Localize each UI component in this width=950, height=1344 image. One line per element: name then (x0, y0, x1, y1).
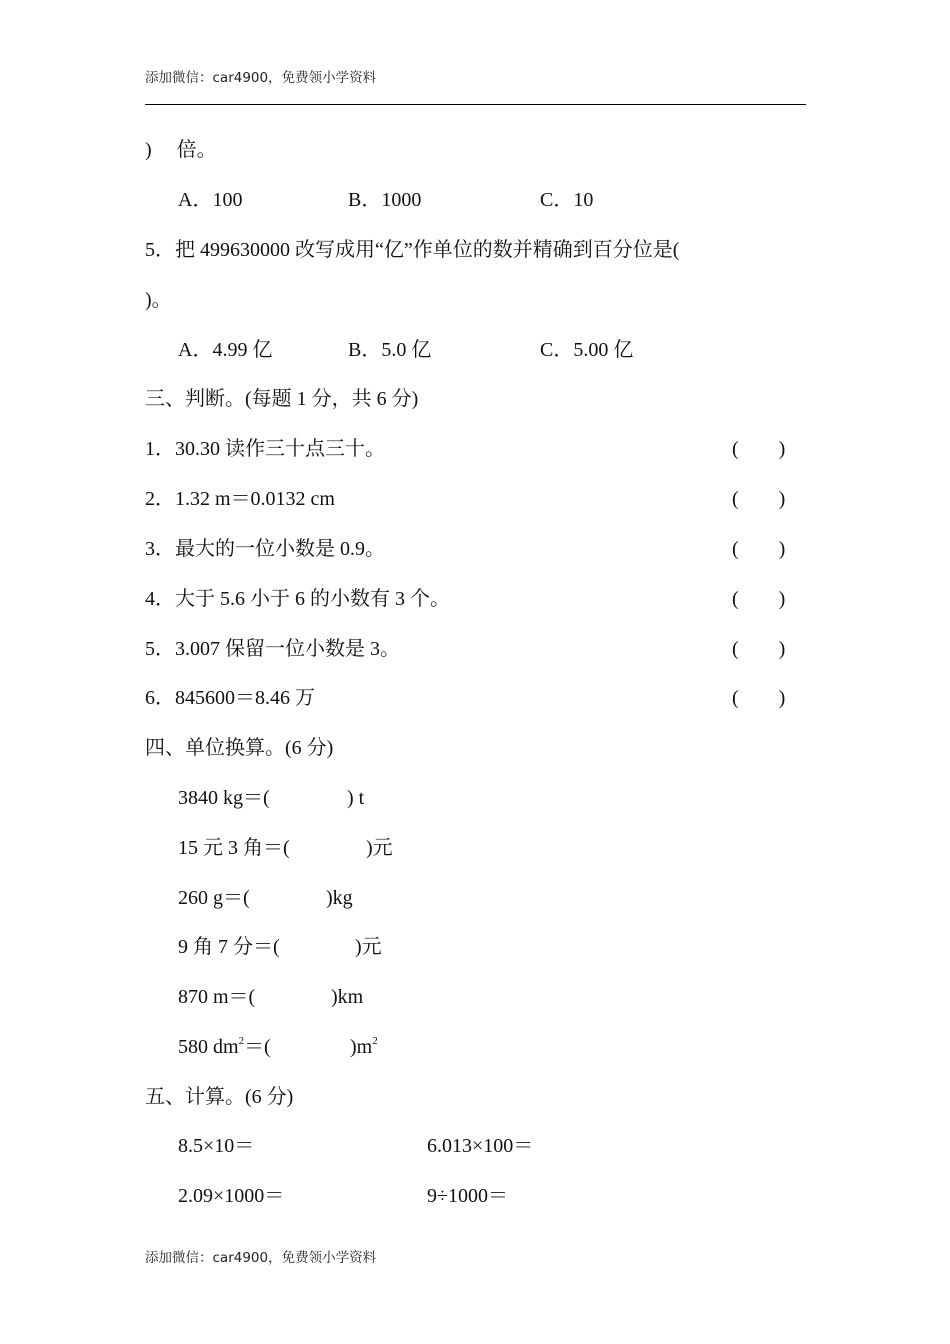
conversion-2-right: )元 (366, 837, 393, 859)
q5-question-line1: 5．把 499630000 改写成用“亿”作单位的数并精确到百分位是( (145, 239, 680, 261)
calc-item-2: 6.013×100＝ (427, 1135, 534, 1157)
calc-item-3: 2.09×1000＝ (178, 1185, 285, 1207)
conversion-6-result-unit: )m (350, 1036, 373, 1058)
q4-option-b: B．1000 (348, 189, 422, 211)
judge-answer-blank-5: ( ) (732, 638, 786, 660)
calc-item-4: 9÷1000＝ (427, 1185, 508, 1207)
judge-answer-blank-1: ( ) (732, 438, 786, 460)
judge-item-1: 1．30.30 读作三十点三十。 (145, 438, 385, 460)
conversion-4-right: )元 (355, 936, 382, 958)
conversion-2-left: 15 元 3 角＝( (178, 837, 290, 859)
judge-item-5: 5．3.007 保留一位小数是 3。 (145, 638, 400, 660)
conversion-6-right (350, 1033, 378, 1061)
judge-item-6: 6．845600＝8.46 万 (145, 687, 315, 709)
conversion-6-left (178, 1033, 271, 1061)
judge-item-2: 2．1.32 m＝0.0132 cm (145, 488, 335, 510)
section4-title: 四、单位换算。(6 分) (145, 737, 334, 759)
conversion-1-left: 3840 kg＝( (178, 787, 270, 809)
q5-question-line2: )。 (145, 289, 172, 311)
conversion-6-equals: ＝( (244, 1036, 271, 1058)
conversion-3-right: )kg (326, 887, 353, 909)
q5-option-a: A．4.99 亿 (178, 339, 273, 361)
q5-option-b: B．5.0 亿 (348, 339, 432, 361)
header-watermark: 添加微信：car4900，免费领小学资料 (145, 70, 377, 86)
conversion-6-unit: 580 dm (178, 1036, 239, 1058)
header-rule (145, 104, 806, 105)
section5-title: 五、计算。(6 分) (145, 1086, 294, 1108)
judge-answer-blank-3: ( ) (732, 538, 786, 560)
judge-answer-blank-4: ( ) (732, 588, 786, 610)
q4-option-a: A．100 (178, 189, 243, 211)
conversion-5-left: 870 m＝( (178, 986, 256, 1008)
judge-answer-blank-2: ( ) (732, 488, 786, 510)
footer-watermark: 添加微信：car4900，免费领小学资料 (145, 1250, 377, 1266)
section3-title: 三、判断。(每题 1 分，共 6 分) (145, 388, 419, 410)
calc-item-1: 8.5×10＝ (178, 1135, 255, 1157)
q4-option-c: C．10 (540, 189, 594, 211)
judge-item-4: 4．大于 5.6 小于 6 的小数有 3 个。 (145, 588, 450, 610)
q4-tail-text: ) 倍。 (145, 139, 217, 161)
conversion-5-right: )km (331, 986, 364, 1008)
conversion-6-result-exponent: 2 (372, 1035, 378, 1047)
conversion-4-left: 9 角 7 分＝( (178, 936, 280, 958)
conversion-3-left: 260 g＝( (178, 887, 250, 909)
q5-option-c: C．5.00 亿 (540, 339, 634, 361)
judge-item-3: 3．最大的一位小数是 0.9。 (145, 538, 385, 560)
judge-answer-blank-6: ( ) (732, 687, 786, 709)
conversion-6-exponent: 2 (238, 1035, 245, 1047)
conversion-1-right: ) t (347, 787, 365, 809)
